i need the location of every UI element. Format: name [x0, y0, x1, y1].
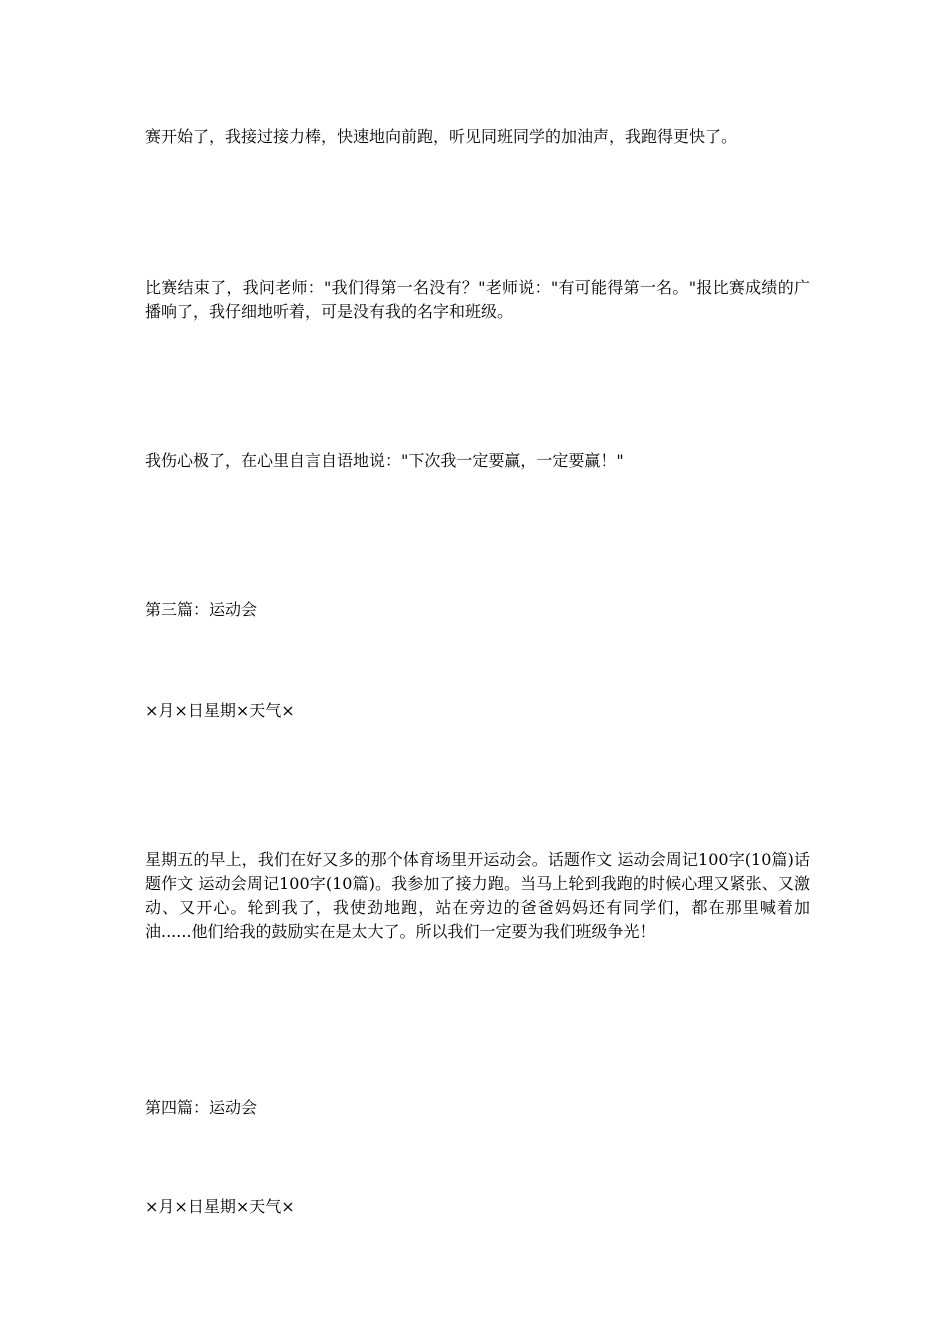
section-heading-third: 第三篇：运动会	[145, 600, 258, 619]
date-line-third: ×月×日星期×天气×	[145, 701, 295, 720]
paragraph-sad-resolve: 我伤心极了，在心里自言自语地说："下次我一定要赢，一定要赢！"	[145, 451, 624, 470]
paragraph-relay-start: 赛开始了，我接过接力棒，快速地向前跑，听见同班同学的加油声，我跑得更快了。	[145, 127, 738, 146]
date-line-fourth: ×月×日星期×天气×	[145, 1197, 295, 1216]
paragraph-race-result: 比赛结束了，我问老师："我们得第一名没有？"老师说："有可能得第一名。"报比赛成绩的广播响了，我仔细地听着，可是没有我的名字和班级。	[145, 278, 810, 321]
section-heading-fourth: 第四篇：运动会	[145, 1098, 258, 1117]
paragraph-sports-day: 星期五的早上，我们在好又多的那个体育场里开运动会。话题作文 运动会周记100字(10篇)话题作文 运动会周记100字(10篇)。我参加了接力跑。当马上轮到我跑的时候心理又紧张、又激动、又开心。轮到我了，我使劲地跑，站在旁边的爸爸妈妈还有同学们，都在那里喊着加油......他们给我的鼓励实在是太大了。所以我们一定要为我们班级争光！	[145, 850, 810, 941]
